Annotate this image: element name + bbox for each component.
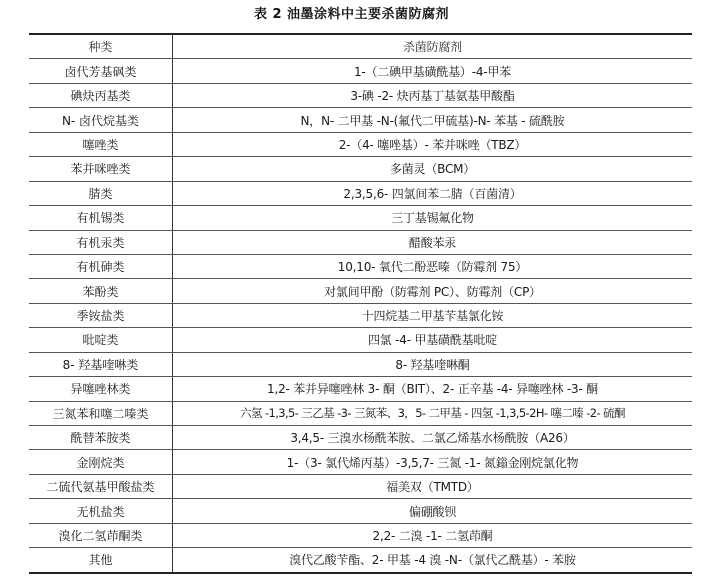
- category-cell: 苯酚类: [29, 279, 173, 302]
- category-cell: 金刚烷类: [29, 450, 173, 473]
- agent-cell: 对氯间甲酚（防霉剂 PC）、防霉剂（CP）: [324, 284, 541, 299]
- category-cell: 吡啶类: [29, 328, 173, 351]
- agent-cell: 3,4,5- 三溴水杨酰苯胺、二氯乙烯基水杨酰胺（A26）: [290, 431, 575, 446]
- table-row: [29, 157, 692, 181]
- table-row: [29, 328, 692, 352]
- category-cell: 季铵盐类: [29, 304, 173, 327]
- category-cell: 有机汞类: [29, 231, 173, 254]
- agent-cell: 10,10- 氧代二酚恶嗪（防霉剂 75）: [337, 260, 528, 275]
- table-row: [29, 255, 692, 279]
- agent-cell: 福美双（TMTD）: [386, 480, 479, 495]
- table-row: [29, 304, 692, 328]
- table-row: [29, 84, 692, 108]
- agent-cell: 2,2- 二溴 -1- 二氢茚酮: [372, 528, 493, 543]
- table-row: [29, 475, 692, 499]
- agent-cell: 1,2- 苯并异噻唑林 3- 酮（BIT）、2- 正辛基 -4- 异噻唑林 -3- 酮: [267, 382, 598, 397]
- agent-cell: 1-（二碘甲基磺酰基）-4-甲苯: [353, 64, 512, 79]
- table-row: [29, 206, 692, 230]
- category-cell: 酰替苯胺类: [29, 426, 173, 449]
- category-cell: 噻唑类: [29, 133, 173, 156]
- agent-cell: N，N- 二甲基 -N-(氟代二甲硫基)-N- 苯基 - 硫酰胺: [300, 113, 565, 128]
- table-row: [29, 353, 692, 377]
- agent-cell: 六氢 -1,3,5- 三乙基 -3- 三氮苯、3，5- 二甲基 - 四氢 -1,3,5-2H- 噻二嗪 -2- 硫酮: [240, 406, 625, 421]
- category-cell: 三氮苯和噻二嗪类: [29, 402, 173, 425]
- category-cell: 溴化二氢茚酮类: [29, 524, 173, 547]
- agent-cell: 8- 羟基喹啉酮: [395, 357, 470, 372]
- table-row: [29, 279, 692, 303]
- table-row: [29, 548, 692, 571]
- category-cell: 卤代芳基砜类: [29, 59, 173, 82]
- category-cell: N- 卤代烷基类: [29, 108, 173, 131]
- table-row: [29, 59, 692, 83]
- agent-cell: 1-（3- 氯代烯丙基）-3,5,7- 三氮 -1- 氮鎓金刚烷氯化物: [286, 455, 579, 470]
- agent-cell: 多菌灵（BCM）: [389, 162, 476, 177]
- table-row: [29, 108, 692, 132]
- table-row: [29, 133, 692, 157]
- table-row: [29, 377, 692, 401]
- header-agent: 杀菌防腐剂: [402, 40, 462, 55]
- agent-cell: 偏硼酸钡: [408, 504, 457, 519]
- table-row: [29, 524, 692, 548]
- table-row: [29, 402, 692, 426]
- table-row: [29, 182, 692, 206]
- category-cell: 有机锡类: [29, 206, 173, 229]
- category-cell: 8- 羟基喹啉类: [29, 353, 173, 376]
- agent-cell: 四氯 -4- 甲基磺酰基吡啶: [367, 333, 498, 348]
- category-cell: 异噻唑林类: [29, 377, 173, 400]
- agent-cell: 醋酸苯汞: [408, 235, 457, 250]
- header-category: 种类: [29, 35, 173, 58]
- agent-cell: 2-（4- 噻唑基）- 苯并咪唑（TBZ）: [338, 137, 527, 152]
- category-cell: 腈类: [29, 182, 173, 205]
- table-row: [29, 450, 692, 474]
- category-cell: 苯并咪唑类: [29, 157, 173, 180]
- category-cell: 无机盐类: [29, 499, 173, 522]
- category-cell: 其他: [29, 548, 173, 571]
- table-header-row: [29, 35, 692, 59]
- agent-cell: 2,3,5,6- 四氯间苯二腈（百菌清）: [343, 186, 522, 201]
- table-row: [29, 499, 692, 523]
- agent-cell: 三丁基锡氟化物: [391, 211, 474, 226]
- agent-cell: 3-碘 -2- 炔丙基丁基氨基甲酸酯: [350, 89, 515, 104]
- biocide-table: [29, 33, 692, 574]
- agent-cell: 十四烷基二甲基苄基氯化铵: [361, 309, 504, 324]
- table-row: [29, 426, 692, 450]
- category-cell: 二硫代氨基甲酸盐类: [29, 475, 173, 498]
- agent-cell: 溴代乙酸苄酯、2- 甲基 -4 溴 -N-（氯代乙酰基）- 苯胺: [289, 553, 576, 568]
- category-cell: 碘炔丙基类: [29, 84, 173, 107]
- table-caption: 表 2 油墨涂料中主要杀菌防腐剂: [253, 7, 450, 22]
- table-row: [29, 231, 692, 255]
- category-cell: 有机砷类: [29, 255, 173, 278]
